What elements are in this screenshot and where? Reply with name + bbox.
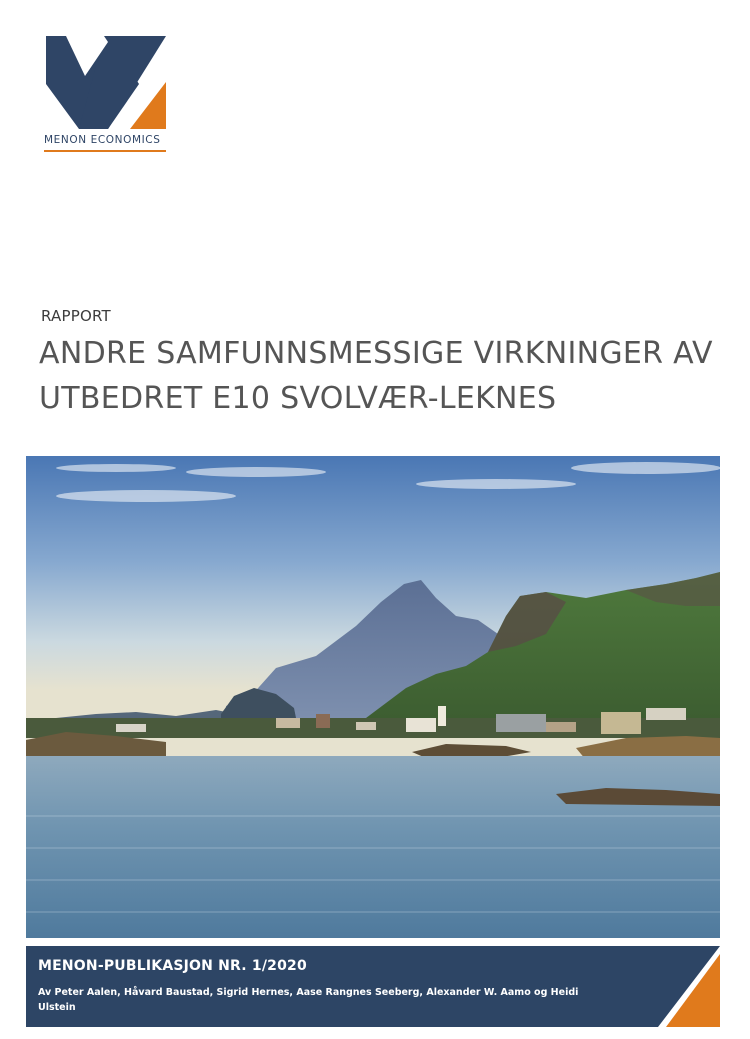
report-kicker: RAPPORT xyxy=(41,307,111,325)
publication-number: MENON-PUBLIKASJON NR. 1/2020 xyxy=(38,958,307,974)
cover-photo-landscape xyxy=(26,456,720,938)
menon-logo xyxy=(44,34,168,156)
logo-underline xyxy=(44,150,166,152)
publication-banner xyxy=(26,946,720,1027)
sea xyxy=(26,756,720,938)
banner-orange-accent xyxy=(658,946,720,1027)
menon-logo-mark xyxy=(44,34,168,130)
report-title xyxy=(39,331,729,421)
publication-authors: Av Peter Aalen, Håvard Baustad, Sigrid Hernes, Aase Rangnes Seeberg, Alexander W. Aamo og Heidi Ulstein xyxy=(38,987,579,1013)
report-title-line-2: UTBEDRET E10 SVOLVÆR-LEKNES xyxy=(39,381,557,416)
logo-wordmark: MENON ECONOMICS xyxy=(44,134,161,146)
cover-photo xyxy=(26,456,720,938)
report-title-line-1: ANDRE SAMFUNNSMESSIGE VIRKNINGER AV xyxy=(39,336,713,371)
